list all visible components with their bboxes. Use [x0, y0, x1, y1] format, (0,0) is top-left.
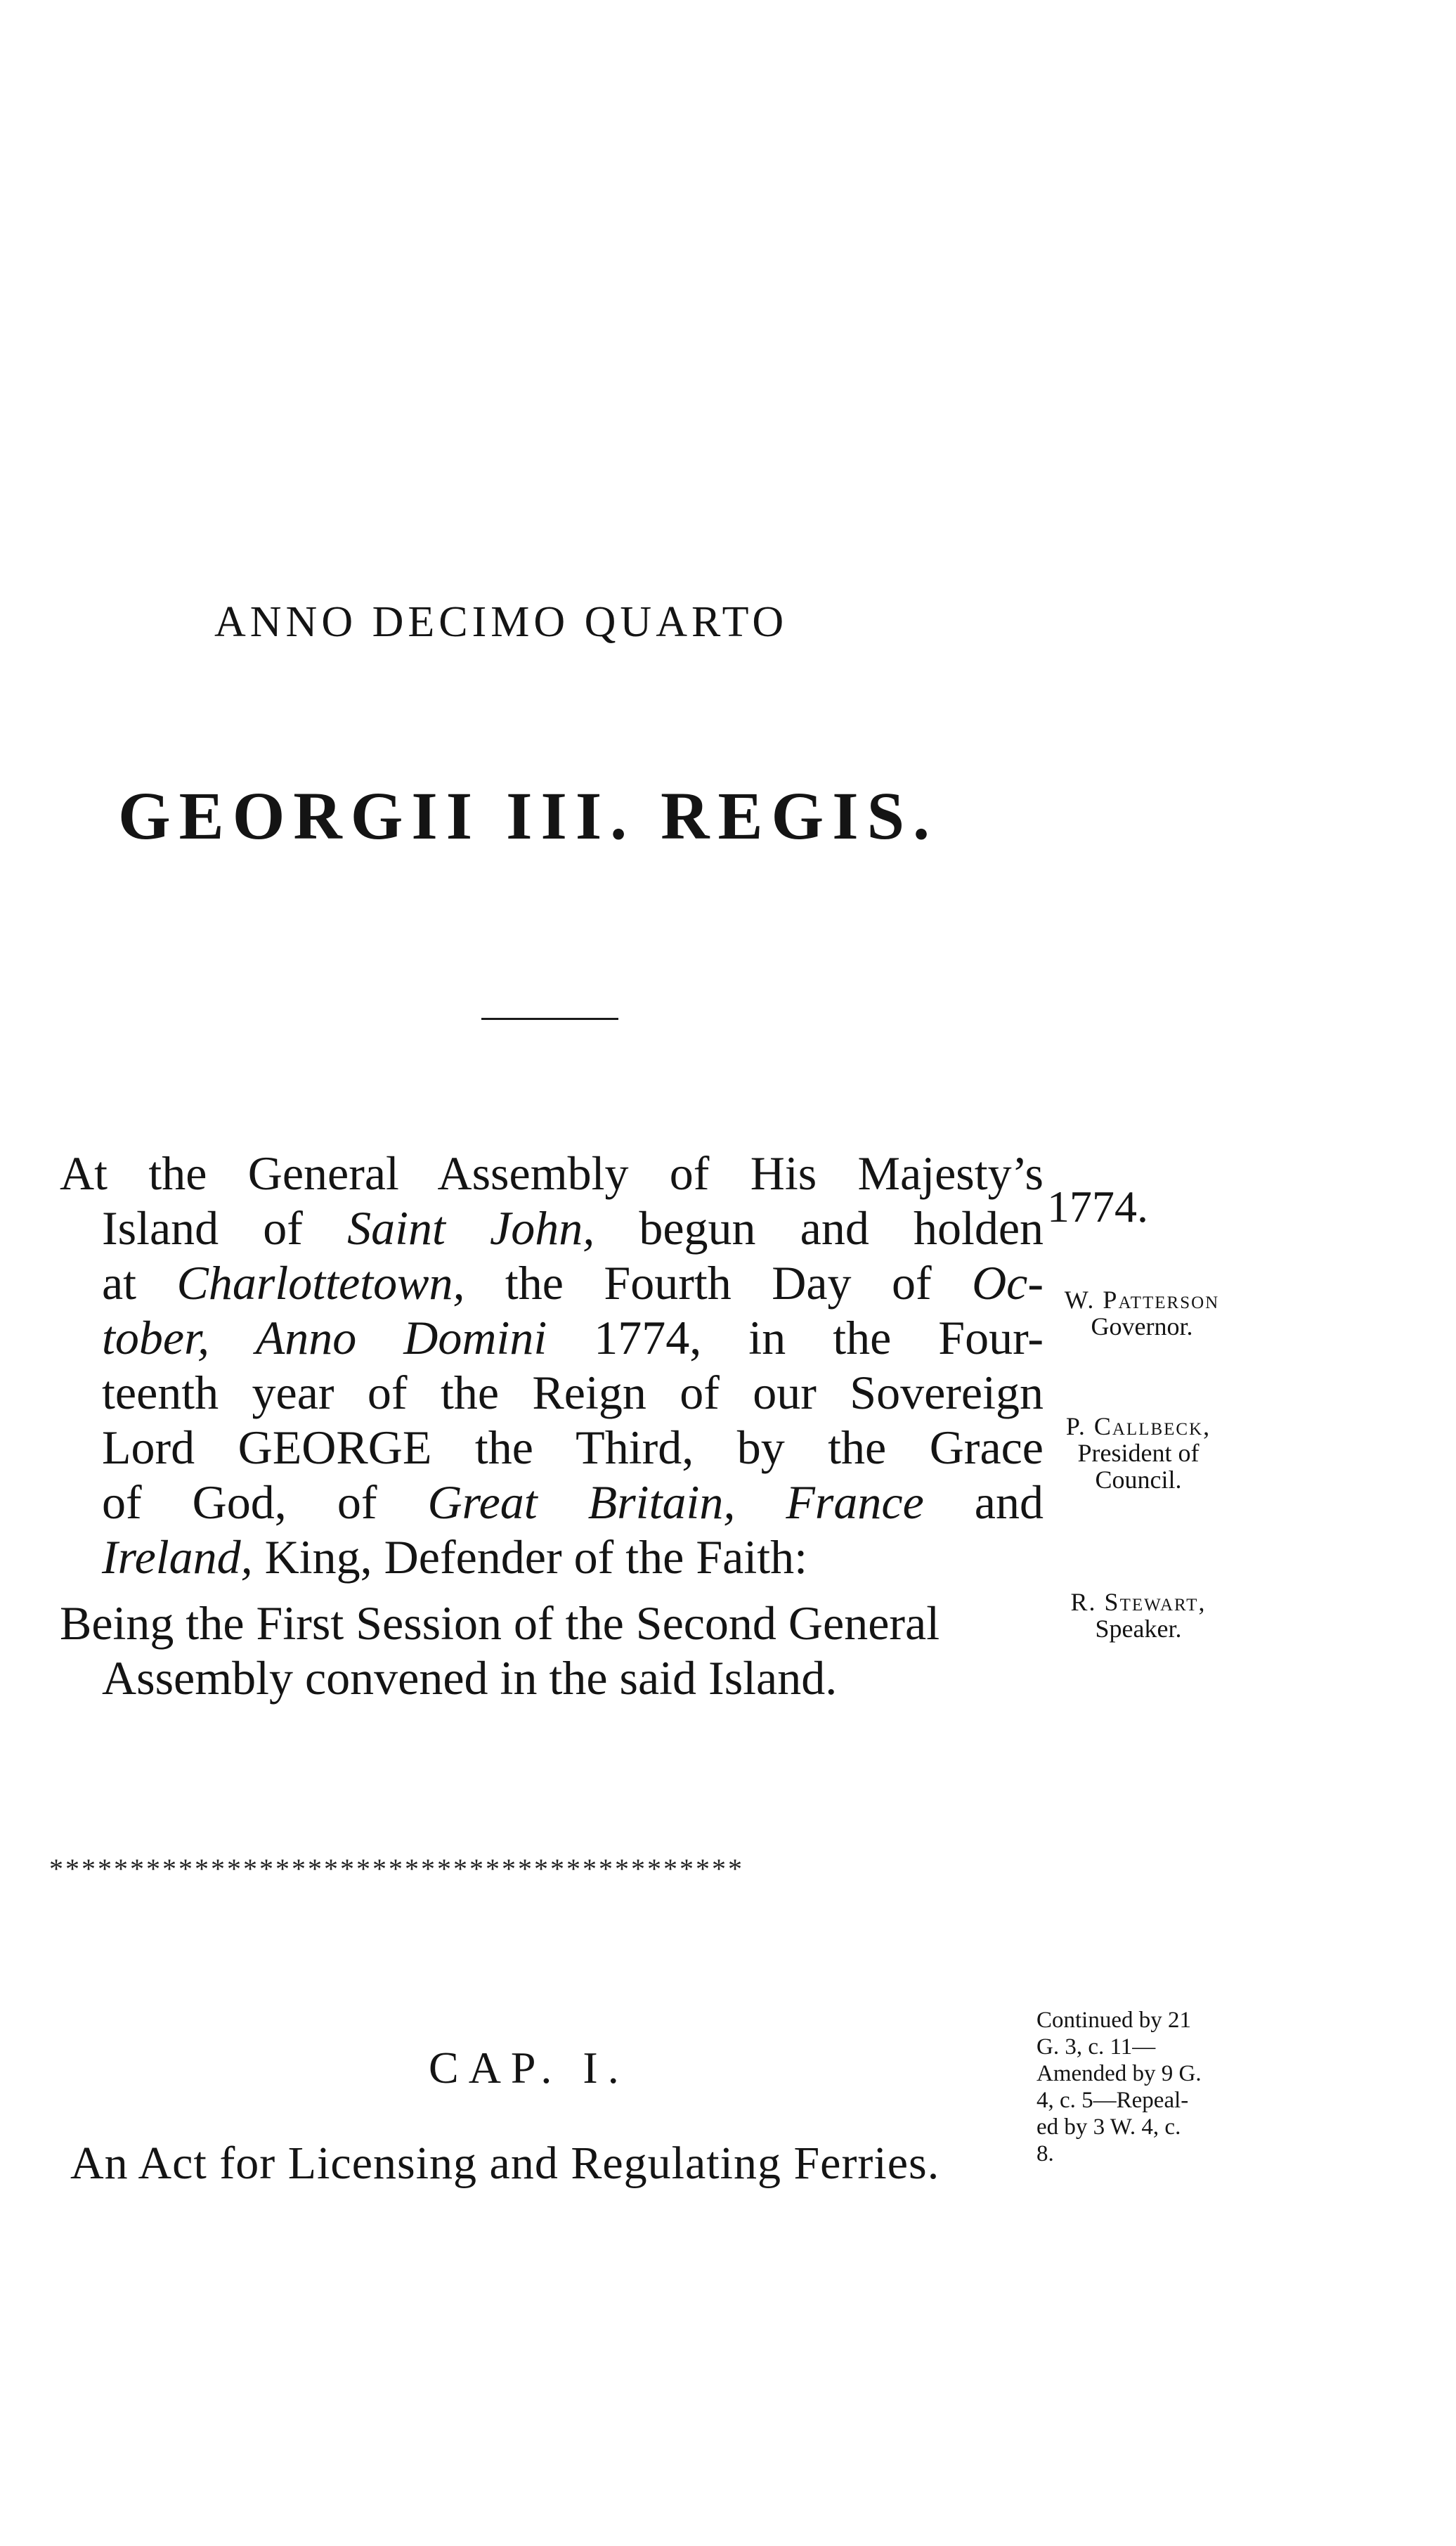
- chapter-title: An Act for Licensing and Regulating Ferries.: [70, 2138, 940, 2189]
- session-line: Being the First Session of the Second General: [60, 1596, 940, 1650]
- margin-year: 1774.: [1047, 1182, 1148, 1232]
- note-line: 8.: [1036, 2141, 1054, 2166]
- intro-line: at Charlottetown, the Fourth Day of Oc-: [102, 1256, 1044, 1310]
- president-title-1: President of: [1077, 1439, 1200, 1467]
- margin-speaker: [1033, 1589, 1244, 1642]
- session-line: Assembly convened in the said Island.: [102, 1651, 838, 1705]
- president-name: P. Callbeck,: [1065, 1412, 1211, 1440]
- note-line: 4, c. 5—Repeal-: [1036, 2088, 1189, 2113]
- note-line: Continued by 21: [1036, 2008, 1191, 2033]
- intro-line: Lord GEORGE the Third, by the Grace: [102, 1421, 1044, 1474]
- governor-name: W. Patterson: [1064, 1286, 1220, 1314]
- note-line: Amended by 9 G.: [1036, 2061, 1202, 2086]
- margin-president: [1033, 1413, 1244, 1493]
- president-title-2: Council.: [1095, 1466, 1182, 1494]
- note-line: ed by 3 W. 4, c.: [1036, 2114, 1181, 2140]
- intro-paragraph: [60, 1146, 1044, 1584]
- margin-governor: [1036, 1286, 1247, 1340]
- intro-line: of God, of Great Britain, France and: [102, 1475, 1044, 1529]
- asterisk-separator: *******************************************: [49, 1853, 744, 1885]
- note-line: G. 3, c. 11—: [1036, 2034, 1156, 2060]
- chapter-margin-note: [1036, 2007, 1202, 2167]
- intro-line: tober, Anno Domini 1774, in the Four-: [102, 1311, 1044, 1364]
- speaker-name: R. Stewart,: [1070, 1588, 1207, 1616]
- intro-line: teenth year of the Reign of our Sovereign: [102, 1366, 1044, 1419]
- intro-line: Island of Saint John, begun and holden: [102, 1201, 1044, 1255]
- session-paragraph: [60, 1596, 940, 1705]
- governor-title: Governor.: [1091, 1312, 1193, 1340]
- intro-line: Ireland, King, Defender of the Faith:: [102, 1530, 808, 1584]
- intro-line: At the General Assembly of His Majesty’s: [60, 1146, 1044, 1200]
- horizontal-rule: [481, 1018, 618, 1020]
- heading-line-1: ANNO DECIMO QUARTO: [214, 598, 788, 646]
- chapter-label: CAP. I.: [429, 2043, 629, 2093]
- heading-line-2: GEORGII III. REGIS.: [118, 778, 938, 853]
- speaker-title: Speaker.: [1095, 1615, 1182, 1643]
